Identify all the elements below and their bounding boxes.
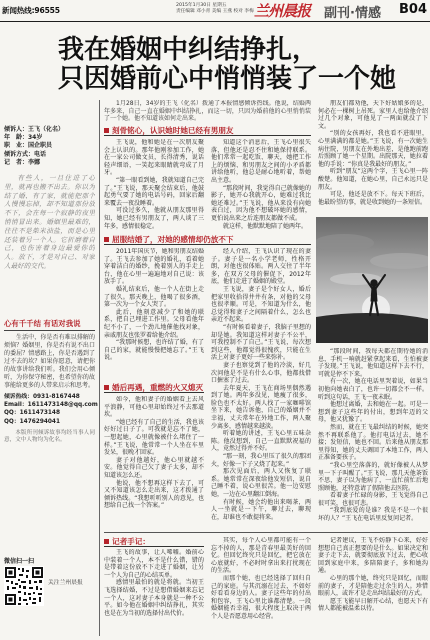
paragraph: “那段时间，我觉得自己就像她的影子，她开心我就开心，她难过我比她还难过。”王飞说，他从来没有向她表白过，因为他不想破坏她的感情，更怕说出来之后连朋友都做不成。 <box>211 184 311 222</box>
section-name: 副刊·情感 <box>324 6 381 21</box>
paragraph: 妻子对他越好，他心里就越不安。他觉得自己欠了妻子太多，却不知道该怎么还。 <box>104 456 204 479</box>
contact-line: 倾诉热线：0931-8167448 <box>4 394 80 400</box>
section-2-column-c <box>318 348 428 530</box>
issue-info <box>176 3 254 15</box>
paragraph: “那一刻，我心里压了很久的那团火，好像一下子又烧了起来。” <box>211 453 311 468</box>
note-line: 本版所刊倾诉故事均经当事人同意，文中人物均为化名。 <box>4 429 95 444</box>
hotline-contacts <box>4 393 98 426</box>
paragraph: 妻子也察觉到了他的冷淡，好几次问他是不是有什么心事，他都找借口搪塞了过去。 <box>211 361 311 385</box>
reporter-notes-column-b <box>211 537 311 636</box>
paragraph: 就这样，他默默地陪了她两年。 <box>223 222 308 230</box>
section-1-column-b <box>211 139 311 231</box>
paragraph: 他说，他不想再这样下去了，可又不知道该怎么走出来，这才拨通了倾诉热线。“我想听听别人的意见，也想给自己找一个答案。” <box>104 479 204 510</box>
paragraph: “那段时间，我每天都在期待她的消息，手机一响就赶紧拿起来看，生怕被妻子发现。”王飞说，他知道这样下去不行，可就是停不下来。 <box>318 348 428 378</box>
sidebar-quote <box>4 174 95 308</box>
issue-date: 2015年1月30日 星期五 <box>176 3 227 8</box>
paragraph: 此后，他刻意减少了和她的联系，把自己埋进工作里。父母看他年纪不小了，一个劲儿地催他找对象，亲戚朋友也张罗着给他介绍。 <box>104 308 204 339</box>
header-rule <box>0 21 430 22</box>
headline-line-2: 只因婚前心中悄悄装了一个她 <box>58 64 397 94</box>
paragraph: “第一眼看到她，我就知道自己完了。”王飞说，那天聚会结束后，他鼓起勇气要了她的电话号码，回家后翻来覆去一夜没睡着。 <box>104 176 204 207</box>
reporter-notes-column-c <box>318 537 428 636</box>
info-line: 记 者：李娜 <box>4 158 41 166</box>
paragraph: “我到底爱的是谁？我是不是一个很坏的人？”王飞在电话里反复问记者。 <box>318 507 428 523</box>
page-number: B04 <box>399 2 427 17</box>
article-photo <box>316 217 428 343</box>
newspaper-logo: 兰州晨报 <box>254 2 311 20</box>
contact-line: QQ：1611473148 <box>4 410 60 417</box>
section-divider <box>104 532 428 533</box>
person-head <box>371 280 377 286</box>
contact-line: QQ：1476294041 <box>4 418 60 425</box>
paragraph: 有时候，她会约他出来喝茶，两人一坐就是一下午，聊过去，聊现在，却谁也不敢提将来。 <box>211 498 311 521</box>
paragraph: 然而，就在王飞最纠结的时候，她突然不再联系他了。他打电话过去，她不接；发短信，她也不回。后来他从朋友那里得知，她的丈夫调回了本地工作，两人正准备要孩子。 <box>318 423 428 462</box>
paragraph: 可是，他还是放不下。每天下班后，他最盼望的事，就是收到她的一条短信。 <box>318 191 428 206</box>
ground <box>316 313 428 343</box>
sidebar-divider <box>99 100 100 636</box>
paragraph: 愿王飞能早日解开心结，也愿天下有情人都能被温柔以待。 <box>318 597 428 613</box>
paragraph: 其实，每个人心里都可能有一个忘不掉的人，那是青春里最美好的回忆。但回忆终究只是回忆，把它放在心底就好，不必时时拿出来打扰现在的生活。 <box>211 537 311 575</box>
paragraph: 王飞说，他和她是在一次朋友聚会上认识的。那年他刚参加工作，她在一家公司做文员，长得清秀，说话轻声细语，一笑起来眼睛就弯成了月牙。 <box>104 139 204 177</box>
headline <box>58 36 428 94</box>
editor-credits: 责任编辑 邓小青 美编 王燕 校对 李梅 <box>176 9 254 15</box>
info-line: 倾诉方式：电话 <box>4 150 47 158</box>
paragraph: 2011年国庆节，她和男朋友结婚了。王飞去参加了她的婚礼，看着她穿着洁白的婚纱，挽着别人的手走上台，他在心里一遍遍地对自己说：该放手了。 <box>104 248 204 286</box>
section-3-column-a <box>104 396 204 526</box>
subhead-section-2: 屈服结婚了，对她的感情却仍放不下 <box>104 234 311 245</box>
hotline-box <box>4 318 98 445</box>
section-1-column-a <box>104 139 204 231</box>
hotline-title: 心有千千结 有话对我说 <box>4 318 95 331</box>
contact-line: Email：1611473148@qq.com <box>4 402 98 409</box>
paragraph: 王飞说，妻子是个好女人，婚后把家里收拾得井井有条，对他的父母也很孝顺。可是，不知道为什么，他总觉得和妻子之间隔着什么，怎么也亲近不起来。 <box>211 285 311 324</box>
paragraph: “我心里空落落的，就好像被人从梦里一下子叫醒了。”王飞说，那几天他茶饭不思，妻子以为他病了，一直忙前忙后地照顾他，还特意请了假陪他去医院。 <box>318 461 428 492</box>
paragraph: 可没过多久，他就从朋友那里得知，她已经有男朋友了，两人谈了三年多，感情很稳定。 <box>104 207 204 230</box>
confider-info <box>4 126 96 167</box>
cloud <box>316 234 374 252</box>
paragraph: 看着妻子忙碌的身影，王飞觉得自己很可笑，也很可悲。 <box>318 492 428 507</box>
paragraph: “有时候看着妻子，我脑子里想的却是她。我知道这样对妻子不公平，可我控制不了自己。”王飞说，每次想到这些，他都觉得很愧疚，只能在生活上对妻子更好一些来弥补。 <box>211 323 311 362</box>
paragraph: 知道这个消息后，王飞心里很失落，但他还是忍不住和她保持联系。他们常常一起吃饭、聊天，她把工作上的烦恼、和男朋友之间的小矛盾都讲给他听，他总是耐心地听着，帮她出主意。 <box>211 139 311 184</box>
paragraph: “我那时候想，也许结了婚，有了自己的家，就能慢慢把她忘了。”王飞说。 <box>104 339 204 362</box>
paragraph: 生活中，你是否有难以排解的烦恼？婚姻里，你是否有说不出口的委屈？情感路上，你是否遇到了过不去的坎？如果你愿意，请把你的故事讲给我们听。我们会用心倾听，为你保守秘密，也希望你的故事能给更多的人带来启示和思考。 <box>4 334 95 389</box>
subhead-section-1: 刻骨铭心，认识她时她已经有男朋友 <box>104 125 311 136</box>
paragraph: “别的女孩再好，我也看不进眼里，心里满满的都是她。”王飞说，有一次她生病住院，男朋友在外地出差，是他跑前跑后照顾了她一个星期。出院那天，她拉着他的手说：“你真是我最好的朋友。” <box>318 130 428 168</box>
lead-paragraph: 1月28日，34岁的王飞（化名）拨通了本报情感倾诉热线。他说，结婚两年多来，自己一直在婚姻中纠结挣扎，而这一切，只因为婚前他的心里悄悄装了一个她。他不知道该如何走出来。 <box>104 100 311 123</box>
photo-graphic <box>316 217 428 343</box>
section-1-column-c <box>318 100 428 214</box>
person-body <box>371 287 377 301</box>
hotline-note <box>4 430 95 445</box>
info-line: 年 龄：34岁 <box>4 134 43 142</box>
quote-paragraph: 有些人，一旦住进了心里，就再也搬不出去。你以为结了婚、有了家，就能把那个人慢慢忘掉，却不知道那份放不下，会在每一个寂静的夜里悄悄冒出来。婚姻里最难的，往往不是柴米油盐，而是心里还装着另一个人。它折磨着自己，也伤害着身边最爱你的人。放下，才是对自己、对家人最好的交代。 <box>4 174 95 270</box>
paragraph: 有一次，她在电话里哭着说，如果当初他向她表白了，也许一切都会不一样。听到这句话，王飞一夜未眠。 <box>318 378 428 401</box>
paragraph: “她已经有了自己的生活，我也该好好过日子了。可我就是忘不了她，一想起她，心里就像被什么堵住了一样。”王飞说，他常常一个人坐在车里发呆，很晚才回家。 <box>104 418 204 457</box>
paragraph: 而那个她，也已经选择了回归自己的家庭。与其沉溺在过去，不如好好看看身边的人。妻子这些年的付出和包容，王飞心里比谁都清楚。一段婚姻能否幸福，很大程度上取决于两个人是否愿意用心经营。 <box>211 574 311 620</box>
paragraph: 如今，他和妻子的婚姻看上去风平浪静，可他心里却始终过不去那道坎。 <box>104 396 204 419</box>
paragraph: 记者建议，王飞不妨静下心来，好好想想自己真正想要的是什么。如果决定和妻子走下去，就要彻底放下过去，把心收回到家庭中来，多陪陪妻子，多和她沟通。 <box>318 537 428 575</box>
info-line: 职 业：国企职员 <box>4 142 53 150</box>
paragraph: 心里的那个她，终究只是回忆，而眼前的妻子，才是陪他走过余生的人。珍惜眼前人，或许才是走出纠结最好的方式。 <box>318 574 428 598</box>
headline-line-1: 我在婚姻中纠结挣扎， <box>58 35 319 65</box>
paragraph: 王飞的故事，让人唏嘘。婚前心中装着一个人，本不是什么错，错的是带着这份放不下走进了婚姻，让另一个人为自己的心结买单。 <box>104 549 204 579</box>
article-lead <box>104 100 311 123</box>
paragraph: 经人介绍，王飞认识了现在的妻子。妻子是一名小学老师，性格开朗，对他也很体贴。两人交往了半年多，在双方父母的催促下，2012年底，他们走进了婚姻的殿堂。 <box>211 248 311 286</box>
section-2-column-b <box>211 248 311 529</box>
qr-code[interactable] <box>4 566 44 606</box>
paragraph: 他想过离婚，去和她在一起。可是一想到妻子这些年的付出，想到年迈的父母，他又犹豫了。 <box>318 401 428 424</box>
section-2-column-a <box>104 248 204 378</box>
info-line: 倾诉人：王飞（化名） <box>4 126 65 133</box>
paragraph: 婚礼结束后，他一个人在街上走了很久。那天晚上，他喝了很多酒，第一次为一个女人哭了。 <box>104 285 204 309</box>
subhead-reporter-notes: 记者手记： <box>104 536 204 547</box>
hotline-intro <box>4 334 95 390</box>
reporter-notes-column-a <box>104 549 204 633</box>
paragraph: 那次见面后，两人又恢复了联系。她常常在深夜给他发短信，说自己睡不着，说心里很苦。他一边安慰她，一边在心里翻江倒海。 <box>211 468 311 498</box>
news-hotline: 新闻热线:96555 <box>2 6 60 15</box>
paragraph: 去年夏天，王飞在商场里偶然遇到了她。两年多没见，她瘦了很多，脸色也不太好。两人找了一家咖啡馆坐下来，她告诉他，自己的婚姻并不幸福，丈夫常年在外地工作，两人聚少离多，感情越来越淡。 <box>211 384 311 430</box>
paragraph: 听着她的讲述，王飞心里五味杂陈。他没想到，自己一直默默祝福的人，竟然过得并不好。 <box>211 430 311 453</box>
paragraph: 感情里最怕的就是将就。当初王飞选择结婚，不过是想借婚姻来忘记一个人，这对妻子本身就是一种不公平。如今他在婚姻中纠结挣扎，其实也是在为当初的选择付出代价。 <box>104 579 204 617</box>
paragraph: 朋友们都劝他，天下好姑娘多的是，何必在一棵树上吊死。家里人也给他介绍过几个对象，可他见了一两面就没了下文。 <box>318 100 428 130</box>
qr-code-graphic <box>4 566 44 606</box>
qr-caption: 关注兰州晨报 <box>48 580 83 586</box>
paragraph: 听到“朋友”这两个字，王飞心里一阵酸楚。他知道，在她心里，自己永远只是朋友。 <box>318 168 428 191</box>
qr-label: 微信扫一扫 <box>4 558 35 565</box>
subhead-section-3: 婚后再遇，重燃的火又熄灭 <box>104 382 204 393</box>
